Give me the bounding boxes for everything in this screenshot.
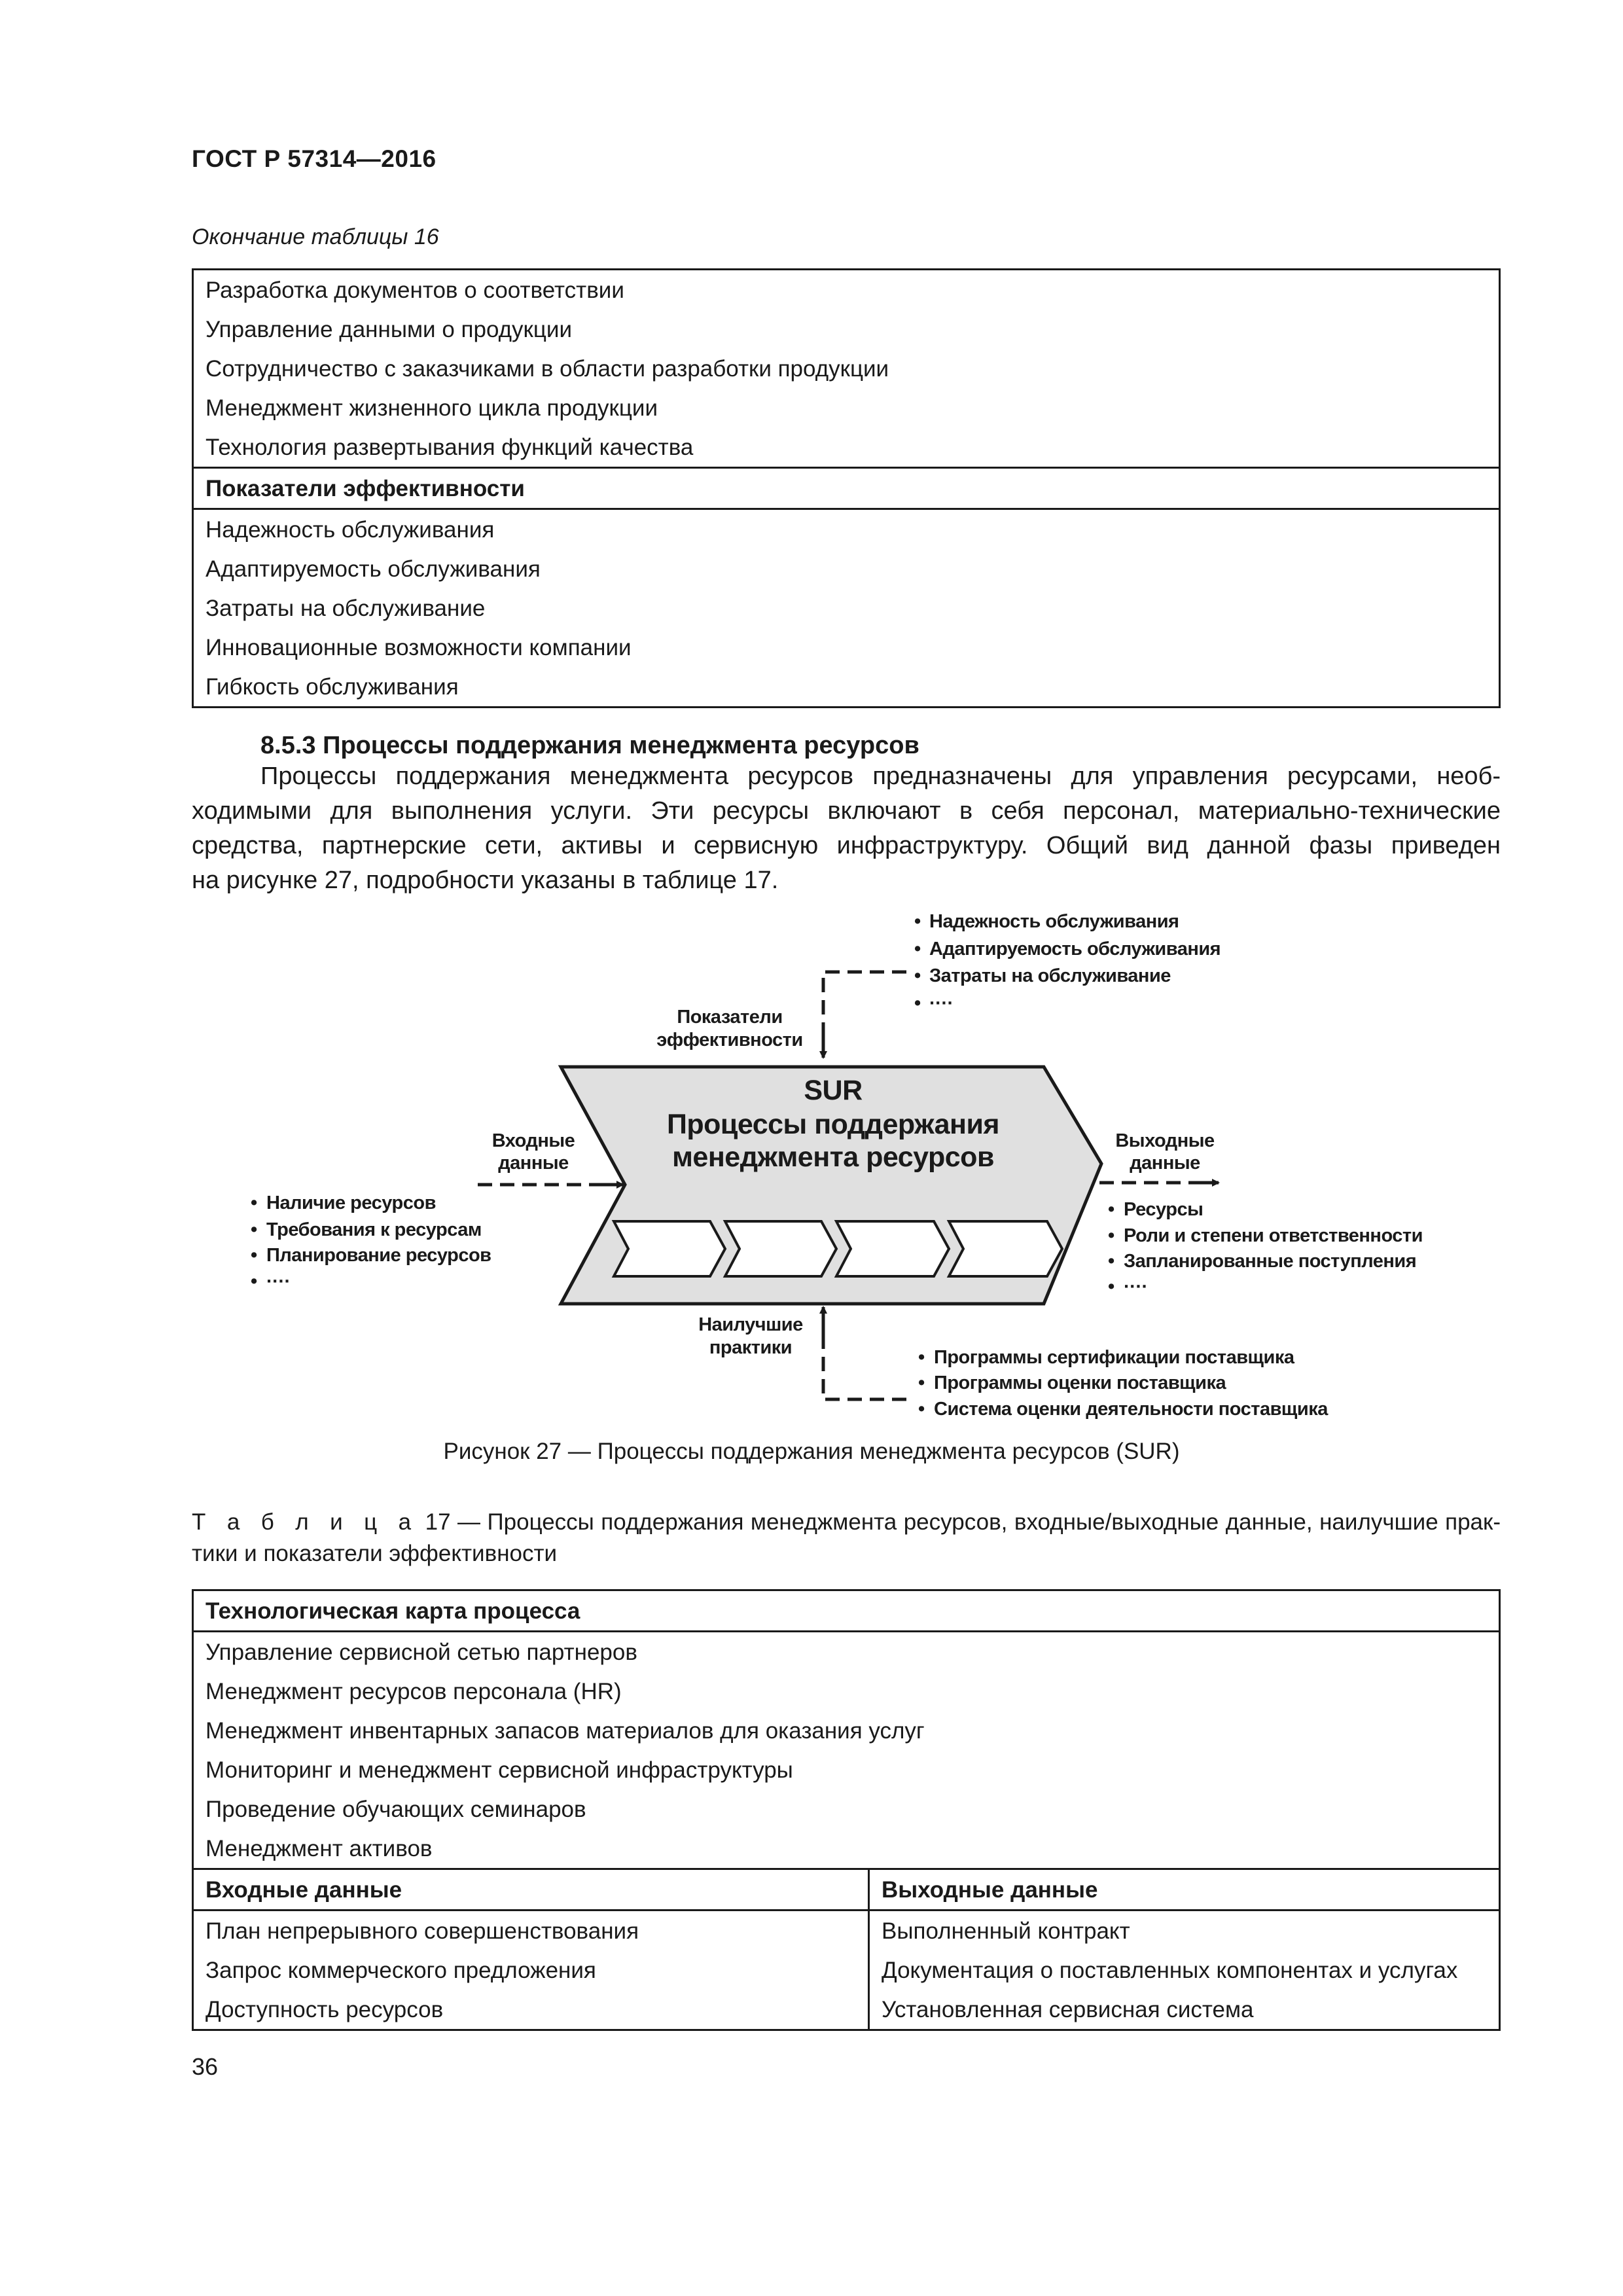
output-bullet: Роли и степени ответственности	[1124, 1225, 1423, 1246]
output-bullet-marker: •	[1108, 1225, 1115, 1246]
subprocess-chevron	[614, 1221, 725, 1276]
practice-bullet: Система оценки деятельности поставщика	[934, 1399, 1328, 1420]
output-bullet-marker: •	[1108, 1199, 1115, 1220]
practice-bullet-marker: •	[918, 1399, 925, 1420]
table-cell: Инновационные возможности компании	[193, 628, 1500, 667]
input-bullet-marker: •	[251, 1193, 257, 1213]
para-line: ходимыми для выполнения услуги. Эти ресурсы включают в себя персонал, материально-технические	[192, 797, 1501, 825]
output-label-line: данные	[1130, 1153, 1200, 1174]
kpi-label-line: Показатели	[677, 1007, 783, 1028]
para-line: средства, партнерские сети, активы и сервисную инфраструктуру. Общий вид данной фазы приведен	[192, 832, 1501, 859]
subprocess-chevron	[836, 1221, 949, 1276]
output-bullet-marker: •	[1108, 1276, 1115, 1297]
process-map-header: Технологическая карта процесса	[193, 1590, 1500, 1632]
table-17	[192, 1589, 1501, 2031]
outputs-header: Выходные данные	[869, 1869, 1500, 1910]
kpi-bullet-marker: •	[914, 993, 921, 1014]
output-bullet: Запланированные поступления	[1124, 1251, 1417, 1272]
practice-bullet-marker: •	[918, 1347, 925, 1368]
practice-label-line: практики	[709, 1337, 793, 1358]
table-cell: Проведение обучающих семинаров	[193, 1789, 1500, 1829]
table-continuation-label: Окончание таблицы 16	[192, 224, 439, 249]
practice-bullet: Программы оценки поставщика	[934, 1372, 1226, 1393]
input-label-line: Входные	[491, 1130, 575, 1151]
table-16	[192, 268, 1501, 708]
process-title-line: Процессы поддержания	[666, 1109, 1000, 1140]
standard-header: ГОСТ Р 57314—2016	[192, 145, 437, 172]
table-cell: План непрерывного совершенствования	[193, 1910, 869, 1951]
table-cell: Установленная сервисная система	[869, 1990, 1500, 2030]
table-cell: Управление сервисной сетью партнеров	[193, 1632, 1500, 1672]
kpi-bullet-marker: •	[914, 965, 921, 986]
kpi-header: Показатели эффективности	[193, 468, 1500, 509]
table-cell: Технология развертывания функций качества	[193, 427, 1500, 468]
table-cell: Разработка документов о соответствии	[193, 270, 1500, 310]
table-cell: Надежность обслуживания	[193, 509, 1500, 550]
output-bullet: ····	[1124, 1276, 1148, 1297]
table-17-caption	[192, 1507, 1501, 1570]
table-cell: Затраты на обслуживание	[193, 588, 1500, 628]
table-cell: Менеджмент ресурсов персонала (HR)	[193, 1672, 1500, 1711]
table-cell: Адаптируемость обслуживания	[193, 549, 1500, 588]
table-caption-text: тики и показатели эффективности	[192, 1541, 558, 1566]
output-bullet-marker: •	[1108, 1251, 1115, 1272]
output-bullet: Ресурсы	[1124, 1199, 1204, 1220]
figure-27-diagram	[0, 897, 1623, 1433]
input-bullet: Требования к ресурсам	[266, 1219, 482, 1240]
subprocess-chevron	[949, 1221, 1062, 1276]
practice-bullet-marker: •	[918, 1372, 925, 1393]
section-paragraph	[192, 759, 1501, 898]
inputs-header: Входные данные	[193, 1869, 869, 1910]
kpi-connector	[823, 972, 906, 1056]
table-cell: Запрос коммерческого предложения	[193, 1950, 869, 1990]
kpi-bullet: Надежность обслуживания	[929, 911, 1179, 932]
input-bullet: Наличие ресурсов	[266, 1193, 436, 1213]
subprocess-chevron	[725, 1221, 836, 1276]
table-cell: Менеджмент активов	[193, 1829, 1500, 1869]
para-line: на рисунке 27, подробности указаны в таблице 17.	[192, 867, 779, 894]
table-cell: Менеджмент жизненного цикла продукции	[193, 388, 1500, 427]
table-caption-text: 17 — Процессы поддержания менеджмента ресурсов, входные/выходные данные, наилучшие прак-	[425, 1509, 1501, 1535]
kpi-label-line: эффективности	[656, 1030, 803, 1050]
table-cell: Менеджмент инвентарных запасов материалов для оказания услуг	[193, 1711, 1500, 1750]
table-cell: Сотрудничество с заказчиками в области разработки продукции	[193, 349, 1500, 388]
process-title-line: менеджмента ресурсов	[672, 1141, 994, 1173]
input-bullet-marker: •	[251, 1245, 257, 1266]
table-cell: Документация о поставленных компонентах и услугах	[869, 1950, 1500, 1990]
table-cell: Управление данными о продукции	[193, 310, 1500, 349]
input-bullet-marker: •	[251, 1219, 257, 1240]
table-cell: Выполненный контракт	[869, 1910, 1500, 1951]
input-label-line: данные	[498, 1153, 569, 1174]
input-bullet-marker: •	[251, 1271, 257, 1292]
input-bullet: ····	[266, 1271, 291, 1292]
process-code: SUR	[804, 1075, 863, 1106]
para-line: Процессы поддержания менеджмента ресурсов предназначены для управления ресурсами, необ-	[260, 762, 1501, 790]
kpi-bullet: Затраты на обслуживание	[929, 965, 1171, 986]
kpi-bullet: ····	[929, 993, 954, 1014]
output-label-line: Выходные	[1115, 1130, 1215, 1151]
figure-caption: Рисунок 27 — Процессы поддержания менеджмента ресурсов (SUR)	[443, 1439, 1180, 1464]
page-number: 36	[192, 2053, 219, 2080]
input-bullet: Планирование ресурсов	[266, 1245, 491, 1266]
table-cell: Гибкость обслуживания	[193, 667, 1500, 708]
kpi-bullet-marker: •	[914, 939, 921, 960]
table-cell: Доступность ресурсов	[193, 1990, 869, 2030]
practice-connector	[823, 1316, 906, 1399]
table-caption-label: Т а б л и ц а	[192, 1509, 419, 1535]
table-cell: Мониторинг и менеджмент сервисной инфраструктуры	[193, 1750, 1500, 1789]
practice-label-line: Наилучшие	[698, 1314, 803, 1335]
practice-bullet: Программы сертификации поставщика	[934, 1347, 1294, 1368]
section-title: 8.5.3 Процессы поддержания менеджмента ресурсов	[260, 732, 919, 759]
kpi-bullet-marker: •	[914, 911, 921, 932]
kpi-bullet: Адаптируемость обслуживания	[929, 939, 1221, 960]
